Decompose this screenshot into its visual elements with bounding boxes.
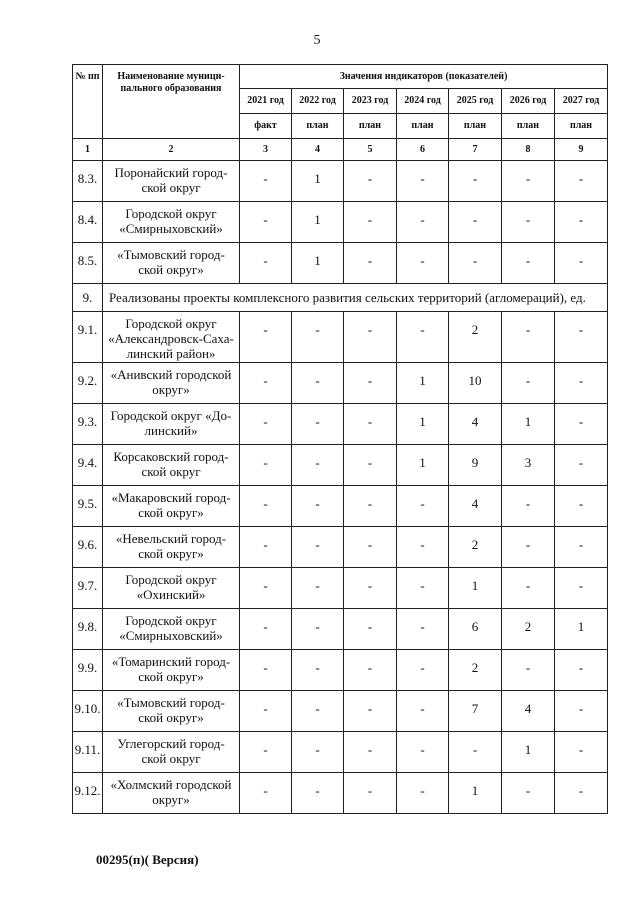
- indicator-value: -: [555, 732, 608, 773]
- table-row: [73, 202, 608, 243]
- indicator-value: -: [292, 732, 344, 773]
- table-row: [73, 527, 608, 568]
- row-number: 9.2.: [73, 363, 103, 404]
- row-number: 8.4.: [73, 202, 103, 243]
- indicator-value: 6: [449, 609, 502, 650]
- row-number: 9.12.: [73, 773, 103, 814]
- indicator-value: 7: [449, 691, 502, 732]
- column-index: 1: [73, 139, 103, 161]
- indicator-value: -: [555, 404, 608, 445]
- indicator-value: 1: [292, 243, 344, 284]
- header-num: № пп: [73, 65, 103, 139]
- indicator-value: -: [240, 732, 292, 773]
- municipality-name: Городской округ «Александровск-Саха-линский район»: [103, 312, 240, 363]
- column-index: 9: [555, 139, 608, 161]
- indicator-value: -: [344, 691, 397, 732]
- indicator-value: -: [502, 161, 555, 202]
- header-name: Наименование муници-пального образования: [103, 65, 240, 139]
- indicator-value: -: [555, 527, 608, 568]
- indicator-value: -: [344, 404, 397, 445]
- indicator-value: 4: [449, 404, 502, 445]
- municipality-name: «Невельский город-ской округ»: [103, 527, 240, 568]
- indicator-value: -: [555, 486, 608, 527]
- municipality-name: «Тымовский город-ской округ»: [103, 243, 240, 284]
- indicator-value: -: [502, 527, 555, 568]
- municipality-name: «Тымовский город-ской округ»: [103, 691, 240, 732]
- municipality-name: Поронайский город-ской округ: [103, 161, 240, 202]
- indicator-value: -: [555, 161, 608, 202]
- indicator-value: -: [240, 773, 292, 814]
- column-index: 8: [502, 139, 555, 161]
- indicator-value: 1: [555, 609, 608, 650]
- table-row: [73, 363, 608, 404]
- table-row: [73, 773, 608, 814]
- row-number: 9.11.: [73, 732, 103, 773]
- type-header: план: [344, 114, 397, 139]
- indicator-value: -: [502, 650, 555, 691]
- municipality-name: Городской округ «До-линский»: [103, 404, 240, 445]
- indicator-value: -: [240, 609, 292, 650]
- indicator-value: -: [344, 568, 397, 609]
- indicator-value: -: [240, 404, 292, 445]
- indicator-value: -: [449, 732, 502, 773]
- municipality-name: Корсаковский город-ской округ: [103, 445, 240, 486]
- municipality-name: «Макаровский город-ской округ»: [103, 486, 240, 527]
- year-header: 2022 год: [292, 89, 344, 114]
- indicator-value: -: [344, 363, 397, 404]
- table-row: [73, 445, 608, 486]
- indicator-value: -: [240, 650, 292, 691]
- indicator-value: -: [397, 243, 449, 284]
- indicator-value: -: [449, 202, 502, 243]
- indicator-value: -: [397, 486, 449, 527]
- indicator-value: -: [344, 161, 397, 202]
- table-row: [73, 609, 608, 650]
- type-header: план: [292, 114, 344, 139]
- indicator-value: 1: [397, 404, 449, 445]
- table-row: [73, 650, 608, 691]
- indicator-value: -: [397, 312, 449, 363]
- indicator-value: -: [555, 312, 608, 363]
- column-index: 7: [449, 139, 502, 161]
- year-header: 2023 год: [344, 89, 397, 114]
- year-header: 2025 год: [449, 89, 502, 114]
- table-row: [73, 691, 608, 732]
- indicator-value: -: [240, 243, 292, 284]
- indicator-value: 4: [449, 486, 502, 527]
- indicator-value: -: [292, 486, 344, 527]
- type-header: план: [502, 114, 555, 139]
- row-number: 9.4.: [73, 445, 103, 486]
- indicator-value: -: [292, 363, 344, 404]
- municipality-name: Городской округ «Охинский»: [103, 568, 240, 609]
- indicator-value: -: [344, 202, 397, 243]
- indicator-value: -: [397, 202, 449, 243]
- year-header: 2027 год: [555, 89, 608, 114]
- indicator-value: -: [397, 773, 449, 814]
- indicator-value: 1: [449, 568, 502, 609]
- type-header: план: [449, 114, 502, 139]
- indicator-value: 10: [449, 363, 502, 404]
- indicator-value: -: [555, 650, 608, 691]
- indicator-value: -: [240, 527, 292, 568]
- indicator-value: -: [397, 609, 449, 650]
- indicator-value: -: [397, 732, 449, 773]
- indicator-value: -: [240, 363, 292, 404]
- indicator-value: -: [344, 732, 397, 773]
- indicator-value: -: [502, 312, 555, 363]
- section-number: 9.: [73, 284, 103, 312]
- indicator-value: -: [555, 568, 608, 609]
- indicator-value: -: [502, 773, 555, 814]
- type-header: план: [555, 114, 608, 139]
- indicator-value: 2: [449, 312, 502, 363]
- indicator-value: 1: [397, 363, 449, 404]
- indicator-value: -: [240, 312, 292, 363]
- indicator-value: -: [240, 202, 292, 243]
- indicator-value: 1: [449, 773, 502, 814]
- indicator-value: -: [449, 161, 502, 202]
- indicator-value: -: [344, 243, 397, 284]
- indicator-value: -: [344, 527, 397, 568]
- indicator-value: -: [397, 161, 449, 202]
- indicator-value: -: [502, 243, 555, 284]
- indicator-value: -: [344, 773, 397, 814]
- indicator-value: -: [502, 486, 555, 527]
- indicator-value: -: [555, 773, 608, 814]
- row-number: 9.6.: [73, 527, 103, 568]
- row-number: 8.5.: [73, 243, 103, 284]
- indicator-value: -: [240, 445, 292, 486]
- indicator-value: -: [240, 691, 292, 732]
- year-header: 2021 год: [240, 89, 292, 114]
- header-values: Значения индикаторов (показателей): [240, 65, 608, 89]
- row-number: 9.8.: [73, 609, 103, 650]
- type-header: факт: [240, 114, 292, 139]
- section-row: [73, 284, 608, 312]
- row-number: 9.7.: [73, 568, 103, 609]
- indicator-value: -: [344, 650, 397, 691]
- year-header: 2024 год: [397, 89, 449, 114]
- column-index: 4: [292, 139, 344, 161]
- column-index: 3: [240, 139, 292, 161]
- column-index: 2: [103, 139, 240, 161]
- indicator-value: 9: [449, 445, 502, 486]
- row-number: 9.5.: [73, 486, 103, 527]
- row-number: 9.3.: [73, 404, 103, 445]
- table-row: [73, 312, 608, 363]
- table-row: [73, 161, 608, 202]
- indicator-value: -: [344, 312, 397, 363]
- table-row: [73, 243, 608, 284]
- municipality-name: Городской округ «Смирныховский»: [103, 202, 240, 243]
- municipality-name: «Томаринский город-ской округ»: [103, 650, 240, 691]
- municipality-name: Углегорский город-ской округ: [103, 732, 240, 773]
- row-number: 8.3.: [73, 161, 103, 202]
- indicator-value: -: [240, 568, 292, 609]
- indicator-value: 1: [502, 732, 555, 773]
- table-row: [73, 486, 608, 527]
- indicator-value: -: [502, 363, 555, 404]
- indicator-value: 2: [502, 609, 555, 650]
- type-header: план: [397, 114, 449, 139]
- indicator-value: -: [292, 404, 344, 445]
- page-number: 5: [313, 33, 321, 48]
- indicator-value: -: [292, 773, 344, 814]
- document-code: 00295(п)( Версия): [96, 852, 199, 867]
- indicator-value: -: [344, 486, 397, 527]
- indicator-value: -: [240, 161, 292, 202]
- indicator-value: -: [555, 445, 608, 486]
- indicator-value: 1: [397, 445, 449, 486]
- table-row: [73, 568, 608, 609]
- indicator-value: -: [555, 363, 608, 404]
- column-index: 5: [344, 139, 397, 161]
- indicator-value: -: [555, 243, 608, 284]
- indicator-value: -: [292, 609, 344, 650]
- indicator-value: 2: [449, 650, 502, 691]
- municipality-name: Городской округ «Смирныховский»: [103, 609, 240, 650]
- indicator-value: 3: [502, 445, 555, 486]
- indicator-value: -: [292, 445, 344, 486]
- indicator-value: -: [397, 568, 449, 609]
- indicator-value: 1: [292, 202, 344, 243]
- table-row: [73, 404, 608, 445]
- indicator-value: -: [397, 527, 449, 568]
- table-row: [73, 732, 608, 773]
- indicator-value: -: [397, 691, 449, 732]
- indicator-value: -: [449, 243, 502, 284]
- row-number: 9.1.: [73, 312, 103, 363]
- indicator-value: -: [344, 609, 397, 650]
- indicator-value: -: [555, 691, 608, 732]
- indicator-value: -: [502, 202, 555, 243]
- municipality-name: «Холмский городской округ»: [103, 773, 240, 814]
- indicator-value: -: [240, 486, 292, 527]
- indicator-value: -: [292, 568, 344, 609]
- year-header: 2026 год: [502, 89, 555, 114]
- indicator-value: -: [292, 650, 344, 691]
- indicators-table: [72, 64, 608, 814]
- indicator-value: 4: [502, 691, 555, 732]
- indicator-value: -: [502, 568, 555, 609]
- indicator-value: 2: [449, 527, 502, 568]
- indicator-value: -: [555, 202, 608, 243]
- indicator-value: -: [397, 650, 449, 691]
- row-number: 9.10.: [73, 691, 103, 732]
- indicator-value: -: [344, 445, 397, 486]
- indicator-value: 1: [502, 404, 555, 445]
- section-title: Реализованы проекты комплексного развития сельских территорий (агломераций), ед.: [103, 284, 608, 312]
- indicator-value: 1: [292, 161, 344, 202]
- indicator-value: -: [292, 691, 344, 732]
- indicator-value: -: [292, 312, 344, 363]
- indicator-value: -: [292, 527, 344, 568]
- municipality-name: «Анивский городской округ»: [103, 363, 240, 404]
- row-number: 9.9.: [73, 650, 103, 691]
- column-index: 6: [397, 139, 449, 161]
